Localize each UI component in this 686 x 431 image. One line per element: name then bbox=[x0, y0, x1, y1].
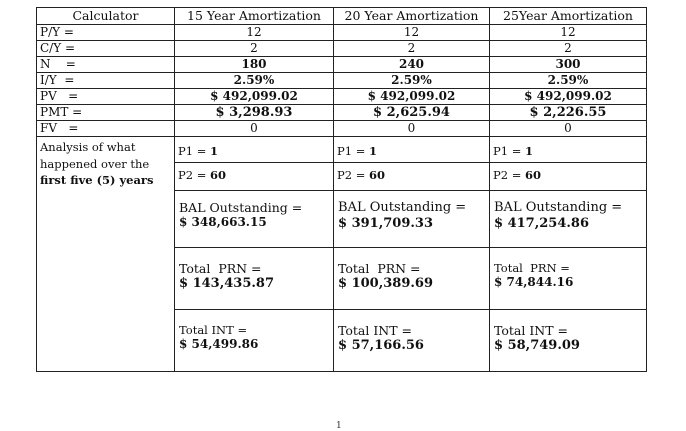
prn-cell bbox=[175, 248, 334, 310]
bal-cell bbox=[175, 191, 334, 248]
row-prn bbox=[37, 248, 647, 310]
int-label: Total INT = bbox=[179, 323, 248, 337]
int-cell bbox=[175, 310, 334, 372]
analysis-label bbox=[37, 137, 175, 191]
bal-label: BAL Outstanding = bbox=[494, 200, 623, 215]
cell-value: $ 492,099.02 bbox=[490, 89, 647, 105]
cell-value: $ 2,625.94 bbox=[334, 105, 490, 121]
prn-label: Total PRN = bbox=[179, 261, 262, 276]
row-bal bbox=[37, 191, 647, 248]
analysis-line-3: first five (5) years bbox=[40, 173, 154, 188]
row-n bbox=[37, 57, 647, 73]
empty-cell bbox=[37, 310, 175, 372]
row-py bbox=[37, 25, 647, 41]
cell-value: 0 bbox=[175, 121, 334, 137]
p2-cell bbox=[175, 163, 334, 191]
p2-value: 60 bbox=[369, 168, 386, 182]
header-15-year: 15 Year Amortization bbox=[175, 8, 334, 25]
bal-label: BAL Outstanding = bbox=[179, 200, 303, 215]
row-label: P/Y = bbox=[37, 25, 175, 41]
p1-cell bbox=[175, 137, 334, 163]
header-25-year: 25Year Amortization bbox=[490, 8, 647, 25]
cell-value: 2 bbox=[175, 41, 334, 57]
bal-value: $ 348,663.15 bbox=[179, 215, 267, 230]
bal-cell bbox=[334, 191, 490, 248]
p1-value: 1 bbox=[210, 144, 219, 158]
bal-value: $ 391,709.33 bbox=[338, 215, 433, 231]
p2-cell bbox=[490, 163, 647, 191]
row-label: N = bbox=[37, 57, 175, 73]
row-pv bbox=[37, 89, 647, 105]
p2-value: 60 bbox=[525, 168, 542, 182]
p1-label: P1 = bbox=[493, 144, 526, 158]
cell-value: 2.59% bbox=[334, 73, 490, 89]
cell-value: 2 bbox=[490, 41, 647, 57]
analysis-line-1: Analysis of what bbox=[40, 140, 136, 154]
row-p1 bbox=[37, 137, 647, 163]
int-cell bbox=[334, 310, 490, 372]
row-label: FV = bbox=[37, 121, 175, 137]
int-value: $ 54,499.86 bbox=[179, 337, 259, 352]
row-iy bbox=[37, 73, 647, 89]
row-fv bbox=[37, 121, 647, 137]
p1-value: 1 bbox=[525, 144, 534, 158]
cell-value: 12 bbox=[334, 25, 490, 41]
cell-value: 0 bbox=[490, 121, 647, 137]
int-label: Total INT = bbox=[494, 323, 568, 338]
analysis-line-2: happened over the bbox=[40, 156, 150, 171]
prn-cell bbox=[334, 248, 490, 310]
prn-value: $ 74,844.16 bbox=[494, 275, 574, 290]
cell-value: $ 492,099.02 bbox=[175, 89, 334, 105]
header-row bbox=[37, 8, 647, 25]
cell-value: $ 2,226.55 bbox=[490, 105, 647, 121]
p1-value: 1 bbox=[369, 144, 378, 158]
header-20-year: 20 Year Amortization bbox=[334, 8, 490, 25]
cell-value: 180 bbox=[175, 57, 334, 73]
cell-value: 2 bbox=[334, 41, 490, 57]
empty-cell bbox=[37, 248, 175, 310]
p2-label: P2 = bbox=[178, 168, 211, 182]
row-label: PMT = bbox=[37, 105, 175, 121]
row-label: I/Y = bbox=[37, 73, 175, 89]
cell-value: $ 3,298.93 bbox=[175, 105, 334, 121]
prn-value: $ 143,435.87 bbox=[179, 276, 274, 292]
p2-label: P2 = bbox=[337, 168, 370, 182]
p2-value: 60 bbox=[210, 168, 227, 182]
prn-value: $ 100,389.69 bbox=[338, 276, 433, 292]
p1-cell bbox=[490, 137, 647, 163]
int-value: $ 57,166.56 bbox=[338, 338, 424, 354]
cell-value: 12 bbox=[490, 25, 647, 41]
row-cy bbox=[37, 41, 647, 57]
cell-value: 2.59% bbox=[490, 73, 647, 89]
int-label: Total INT = bbox=[338, 323, 412, 338]
empty-cell bbox=[37, 191, 175, 248]
cell-value: 300 bbox=[490, 57, 647, 73]
row-label: PV = bbox=[37, 89, 175, 105]
cell-value: $ 492,099.02 bbox=[334, 89, 490, 105]
p2-cell bbox=[334, 163, 490, 191]
p1-label: P1 = bbox=[337, 144, 370, 158]
row-pmt bbox=[37, 105, 647, 121]
cell-value: 12 bbox=[175, 25, 334, 41]
bal-cell bbox=[490, 191, 647, 248]
p2-label: P2 = bbox=[493, 168, 526, 182]
row-int bbox=[37, 310, 647, 372]
int-value: $ 58,749.09 bbox=[494, 338, 580, 354]
bal-label: BAL Outstanding = bbox=[338, 200, 467, 215]
amortization-table bbox=[36, 7, 647, 372]
p1-cell bbox=[334, 137, 490, 163]
prn-label: Total PRN = bbox=[494, 261, 570, 275]
header-calculator: Calculator bbox=[37, 8, 175, 25]
prn-cell bbox=[490, 248, 647, 310]
row-label: C/Y = bbox=[37, 41, 175, 57]
bal-value: $ 417,254.86 bbox=[494, 215, 589, 231]
cell-value: 0 bbox=[334, 121, 490, 137]
page-number-fragment: 1 bbox=[336, 421, 342, 431]
cell-value: 240 bbox=[334, 57, 490, 73]
cell-value: 2.59% bbox=[175, 73, 334, 89]
prn-label: Total PRN = bbox=[338, 261, 421, 276]
int-cell bbox=[490, 310, 647, 372]
p1-label: P1 = bbox=[178, 144, 211, 158]
